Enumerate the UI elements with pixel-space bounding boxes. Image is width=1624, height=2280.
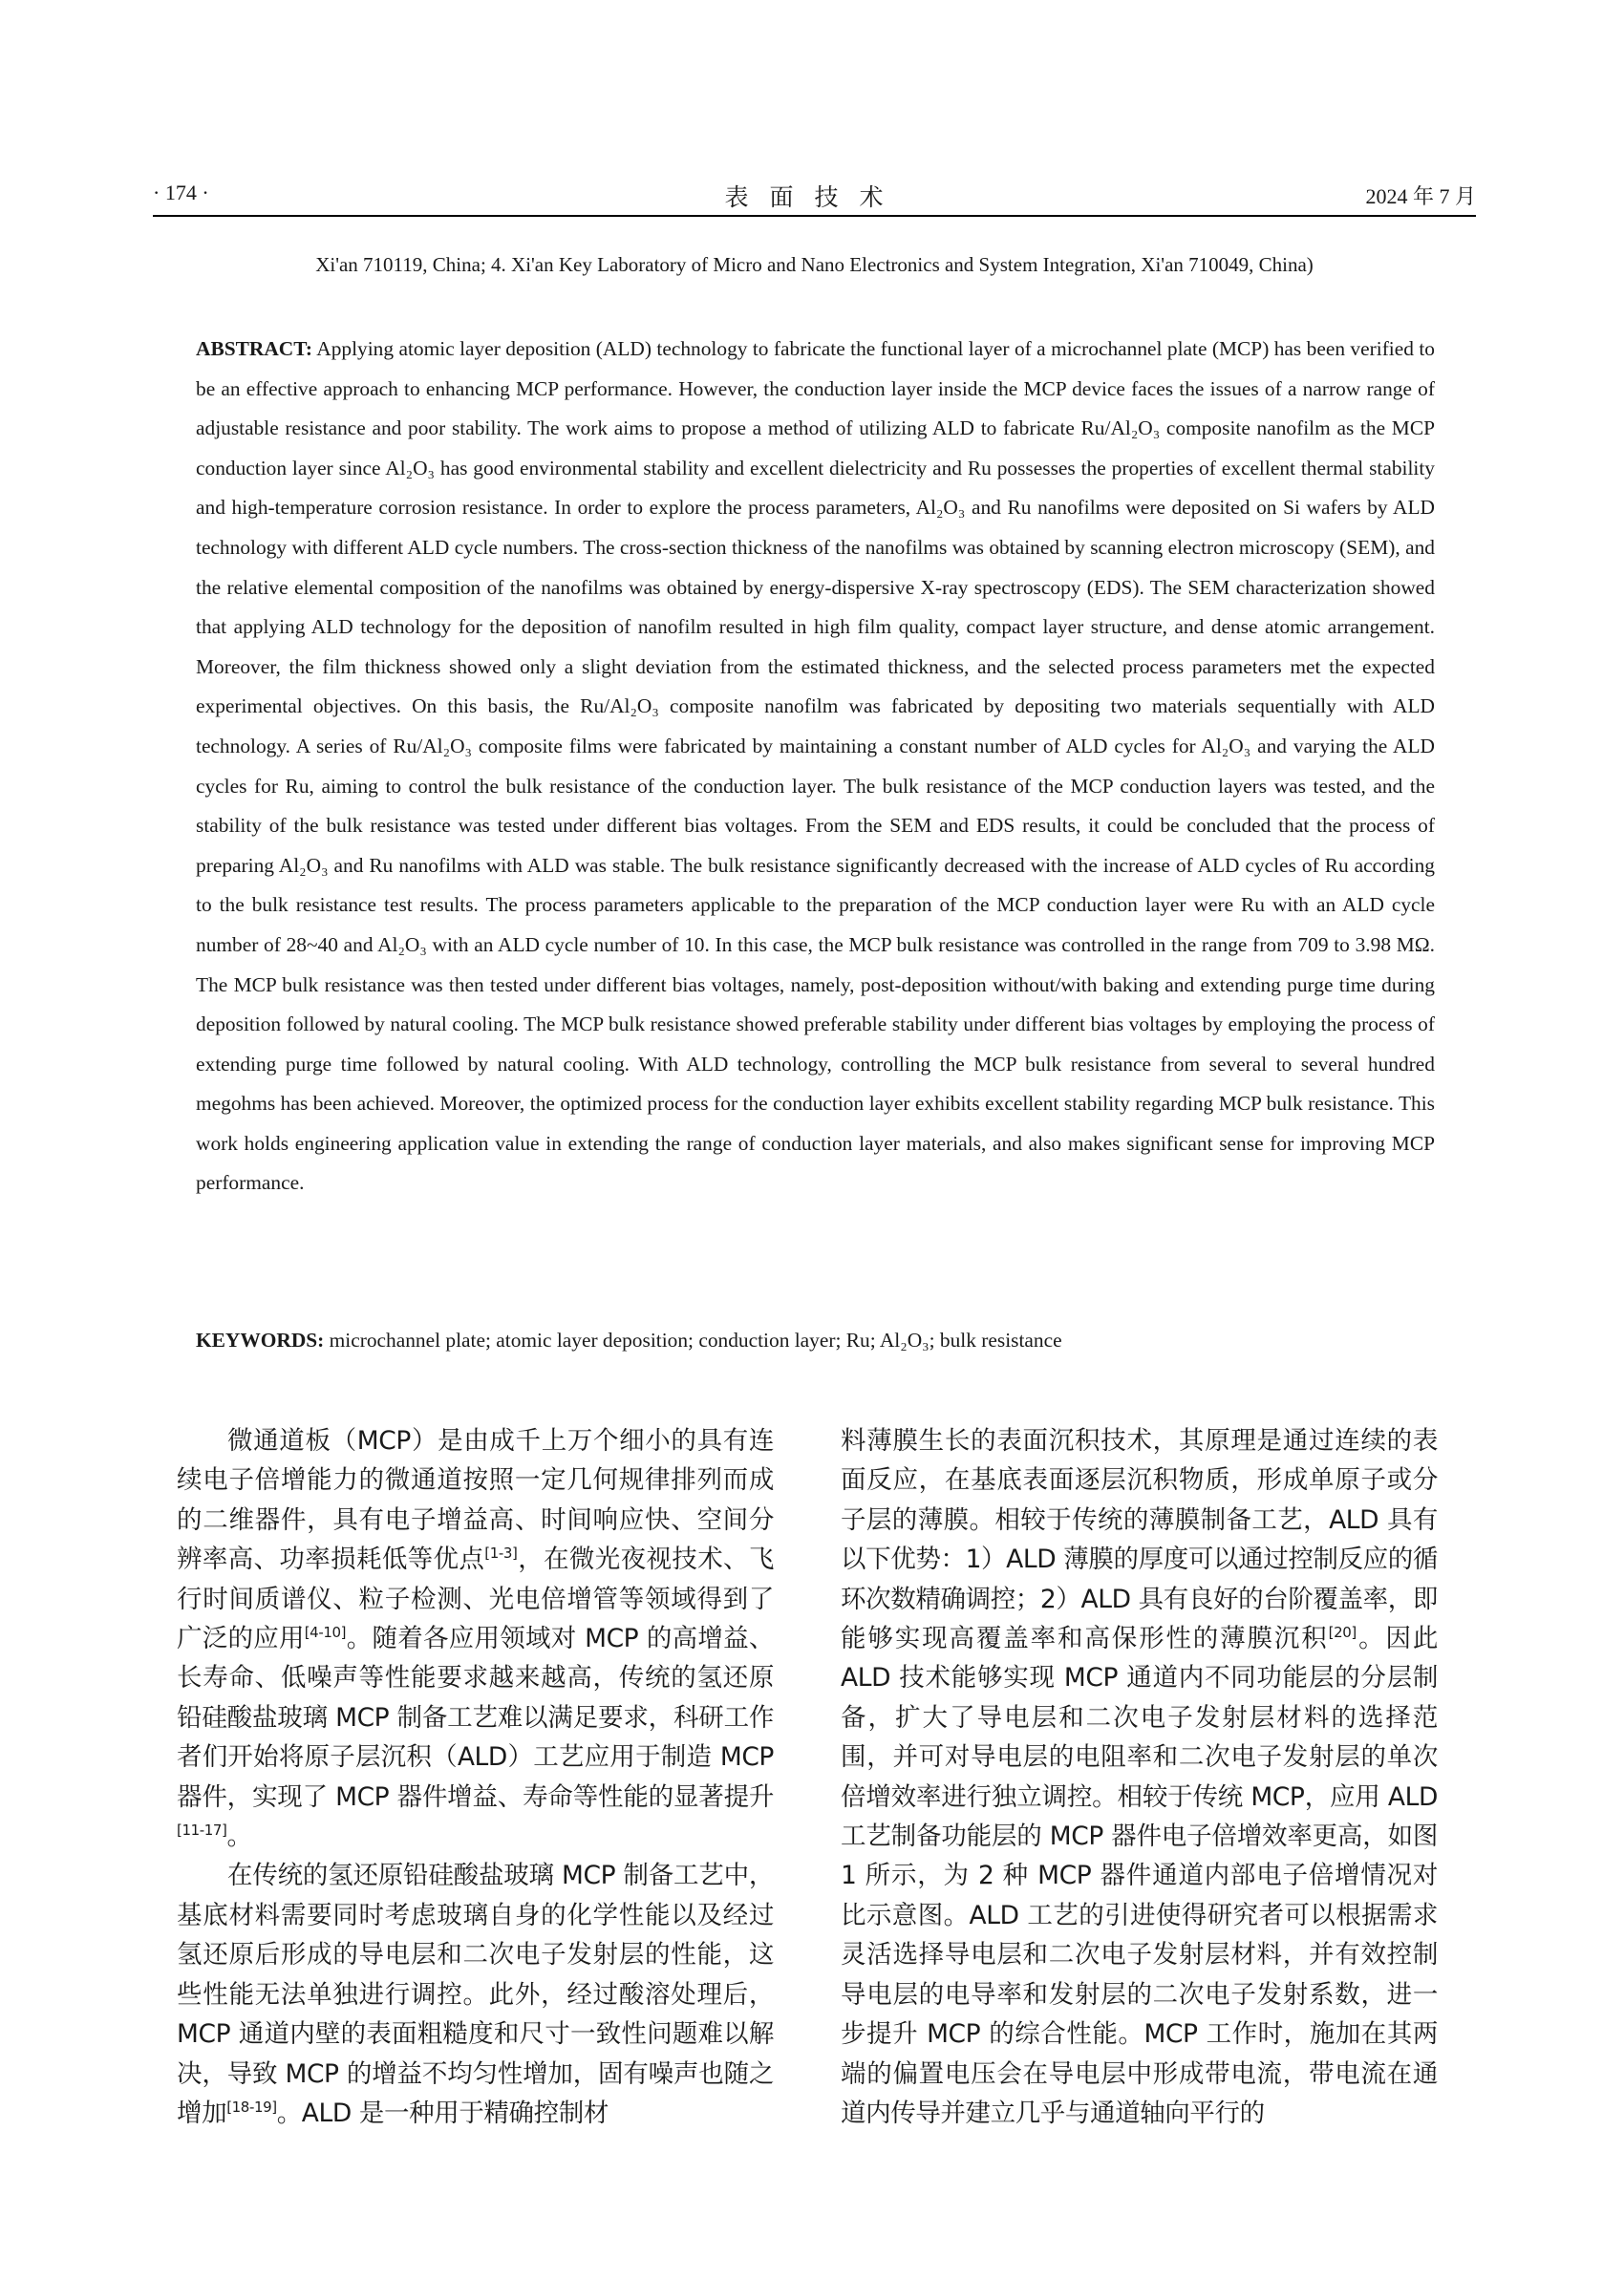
keywords xyxy=(196,1326,1435,1354)
citation[interactable]: [4-10] xyxy=(304,1624,347,1642)
citation[interactable]: [18-19] xyxy=(226,2099,277,2117)
abstract-label: ABSTRACT: xyxy=(196,337,313,360)
citation[interactable]: [20] xyxy=(1328,1624,1357,1642)
abstract xyxy=(196,330,1435,1204)
body-paragraph: 微通道板（MCP）是由成千上万个细小的具有连续电子倍增能力的微通道按照一定几何规律排列而成的二维器件，具有电子增益高、时间响应快、空间分辨率高、功率损耗低等优点[1-3]，在微光夜视技术、飞行时间质谱仪、粒子检测、光电倍增管等领域得到了广泛的应用[4-10]。随着各应用领域对 MCP 的高增益、长寿命、低噪声等性能要求越来越高，传统的氢还原铅硅酸盐玻璃 MCP 制备工艺难以满足要求，科研工作者们开始将原子层沉积（ALD）工艺应用于制造 MCP 器件，实现了 MCP 器件增益、寿命等性能的显著提升[11-17]。 xyxy=(177,1426,775,1852)
citation[interactable]: [1-3] xyxy=(484,1545,518,1563)
journal-title: 表面技术 xyxy=(724,185,905,211)
body-column-left xyxy=(177,1421,774,2252)
body-column-right xyxy=(841,1421,1438,2252)
abstract-text: Applying atomic layer deposition (ALD) technology to fabricate the functional layer of a microchannel plate (MCP) has been verified to be an effective approach to enhancing MCP performance. However, the conduction layer inside the MCP device faces the issues of a narrow range of adjustable resistance and poor stability. The work aims to propose a method of utilizing ALD to fabricate Ru/Al₂O₃ composite nanofilm as the MCP conduction layer since Al₂O₃ has good environmental stability and excellent dielectricity and Ru possesses the properties of excellent thermal stability and high-temperature corrosion resistance. In order to explore the process parameters, Al₂O₃ and Ru nanofilms were deposited on Si wafers by ALD technology with different ALD cycle numbers. The cross-section thickness of the nanofilms was obtained by scanning electron microscopy (SEM), and the relative elemental composition of the nanofilms was obtained by energy-dispersive X-ray spectroscopy (EDS). The SEM characterization showed that applying ALD technology for the deposition of nanofilm resulted in high film quality, compact layer structure, and dense atomic arrangement. Moreover, the film thickness showed only a slight deviation from the estimated thickness, and the selected process parameters met the expected experimental objectives. On this basis, the Ru/Al₂O₃ composite nanofilm was fabricated by depositing two materials sequentially with ALD technology. A series of Ru/Al₂O₃ composite films were fabricated by maintaining a constant number of ALD cycles for Al₂O₃ and varying the ALD cycles for Ru, aiming to control the bulk resistance of the conduction layer. The bulk resistance of the MCP conduction layers was tested, and the stability of the bulk resistance was tested under different bias voltages. From the SEM and EDS results, it could be concluded that the process of preparing Al₂O₃ and Ru nanofilms with ALD was stable. The bulk resistance significantly decreased with the increase of ALD cycles of Ru according to the bulk resistance test results. The process parameters applicable to the preparation of the MCP conduction layer were Ru with an ALD cycle number of 28~40 and Al₂O₃ with an ALD cycle number of 10. In this case, the MCP bulk resistance was controlled in the range from 709 to 3.98 MΩ. The MCP bulk resistance was then tested under different bias voltages, namely, post-deposition without/with baking and extending purge time during deposition followed by natural cooling. The MCP bulk resistance showed preferable stability under different bias voltages by employing the process of extending purge time followed by natural cooling. With ALD technology, controlling the MCP bulk resistance from several to several hundred megohms has been achieved. Moreover, the optimized process for the conduction layer exhibits excellent stability regarding MCP bulk resistance. This work holds engineering application value in extending the range of conduction layer materials, and also makes significant sense for improving MCP performance. xyxy=(196,337,1435,1195)
page-number: · 174 · xyxy=(153,181,209,204)
body-paragraph: 在传统的氢还原铅硅酸盐玻璃 MCP 制备工艺中，基底材料需要同时考虑玻璃自身的化学性能以及经过氢还原后形成的导电层和二次电子发射层的性能，这些性能无法单独进行调控。此外，经过酸溶处理后，MCP 通道内壁的表面粗糙度和尺寸一致性问题难以解决，导致 MCP 的增益不均匀性增加，固有噪声也随之增加[18-19]。ALD 是一种用于精确控制材 xyxy=(177,1861,774,2128)
affiliation-line: Xi'an 710119, China; 4. Xi'an Key Laboratory of Micro and Nano Electronics and System Integration, Xi'an 710049, China) xyxy=(315,253,1314,276)
citation[interactable]: [11-17] xyxy=(177,1822,227,1840)
keywords-label: KEYWORDS: xyxy=(196,1329,325,1352)
running-header xyxy=(153,175,1476,217)
keywords-text: microchannel plate; atomic layer deposition; conduction layer; Ru; Al₂O₃; bulk resistance xyxy=(324,1329,1062,1352)
issue-date: 2024 年 7 月 xyxy=(1365,184,1476,208)
body-paragraph: 料薄膜生长的表面沉积技术，其原理是通过连续的表面反应，在基底表面逐层沉积物质，形成单原子或分子层的薄膜。相较于传统的薄膜制备工艺，ALD 具有以下优势：1）ALD 薄膜的厚度可以通过控制反应的循环次数精确调控；2）ALD 具有良好的台阶覆盖率，即能够实现高覆盖率和高保形性的薄膜沉积[20]。因此 ALD 技术能够实现 MCP 通道内不同功能层的分层制备，扩大了导电层和二次电子发射层材料的选择范围，并可对导电层的电阻率和二次电子发射层的单次倍增效率进行独立调控。相较于传统 MCP，应用 ALD 工艺制备功能层的 MCP 器件电子倍增效率更高，如图 1 所示，为 2 种 MCP 器件通道内部电子倍增情况对比示意图。ALD 工艺的引进使得研究者可以根据需求灵活选择导电层和二次电子发射层材料，并有效控制导电层的电导率和发射层的二次电子发射系数，进一步提升 MCP 的综合性能。MCP 工作时，施加在其两端的偏置电压会在导电层中形成带电流，带电流在通道内传导并建立几乎与通道轴向平行的 xyxy=(841,1426,1438,2128)
